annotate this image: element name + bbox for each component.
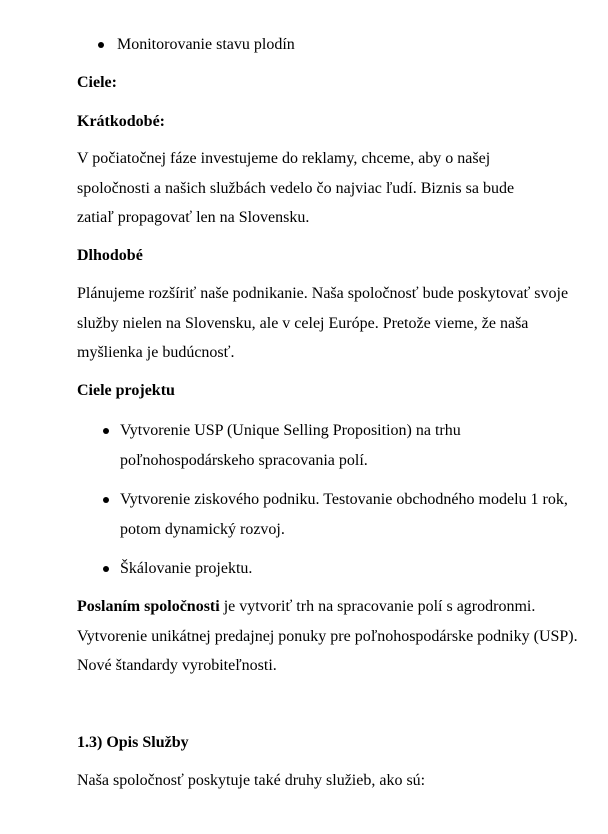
section-heading: 1.3) Opis Služby xyxy=(77,734,189,751)
goal-item: Škálovanie projektu. xyxy=(120,560,253,577)
ciele-heading: Ciele: xyxy=(77,74,117,91)
goal-item: Vytvorenie USP (Unique Selling Proposition) na trhu poľnohospodárskeho spracovania polí. xyxy=(120,422,461,469)
top-bullet-text: Monitorovanie stavu plodín xyxy=(117,36,295,53)
ciele-projektu-heading: Ciele projektu xyxy=(77,382,175,399)
kratkodobe-heading: Krátkodobé: xyxy=(77,113,165,130)
bullet-dot xyxy=(98,42,104,48)
mission-bold-lead: Poslaním spoločnosti xyxy=(77,598,220,615)
kratkodobe-paragraph: V počiatočnej fáze investujeme do reklamy, chceme, aby o našej spoločnosti a našich službách vedelo čo najviac ľudí. Biznis sa bude zatiaľ propagovať len na Slovensku. xyxy=(77,150,515,226)
goal-item: Vytvorenie ziskového podniku. Testovanie obchodného modelu 1 rok, potom dynamický rozvoj. xyxy=(120,491,568,538)
mission-paragraph xyxy=(77,592,582,681)
mission-text: je vytvoriť trh na spracovanie polí s agrodronmi. Vytvorenie unikátnej predajnej ponuky pre poľnohospodárske podniky (USP). Nové štandardy vyrobiteľnosti. xyxy=(77,598,578,674)
section-intro: Naša spoločnosť poskytuje také druhy služieb, ako sú: xyxy=(77,772,426,789)
dlhodobe-heading: Dlhodobé xyxy=(77,247,143,264)
bullet-dot xyxy=(103,566,109,572)
bullet-dot xyxy=(103,497,109,503)
dlhodobe-paragraph: Plánujeme rozšíriť naše podnikanie. Naša spoločnosť bude poskytovať svoje služby nielen na Slovensku, ale v celej Európe. Pretože vieme, že naša myšlienka je budúcnosť. xyxy=(77,285,569,361)
bullet-dot xyxy=(103,428,109,434)
